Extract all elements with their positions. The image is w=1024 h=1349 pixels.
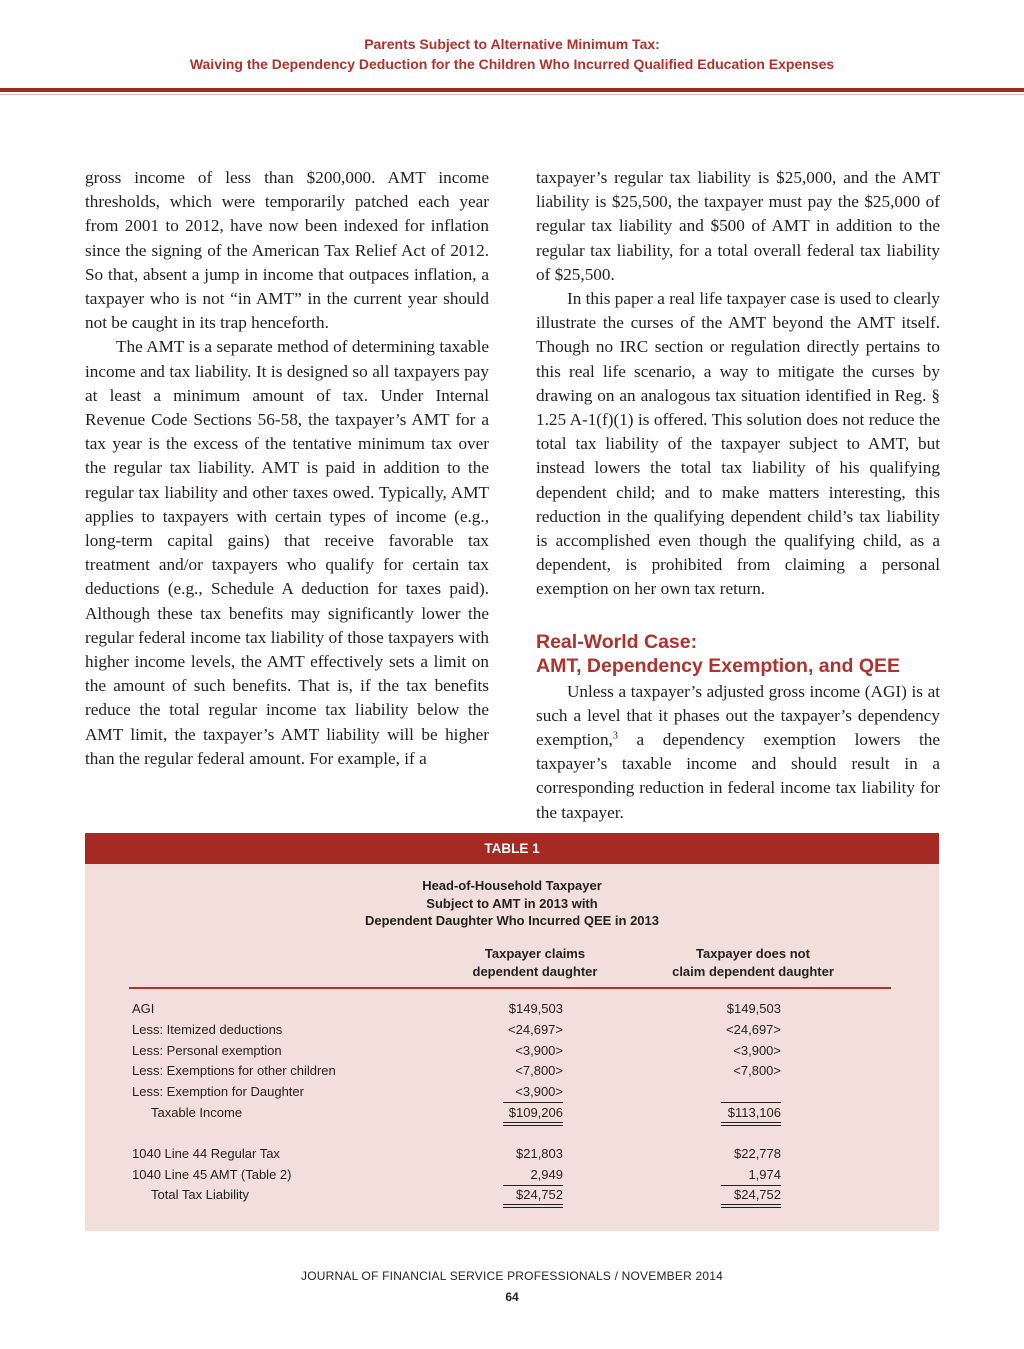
row-label: AGI (132, 1001, 155, 1016)
row-label: Less: Itemized deductions (132, 1022, 283, 1037)
table-title-line-1: Head-of-Household Taxpayer (422, 878, 602, 893)
table-row (85, 1061, 939, 1081)
column-header-line: Taxpayer does not (696, 946, 810, 961)
body-paragraph: taxpayer’s regular tax liability is $25,000, and the AMT liability is $25,500, the taxpayer must pay the $25,000 of regular tax liability and $500 of AMT in addition to the regular tax liability, for a total overall federal tax liability of $25,500. (536, 168, 940, 284)
row-label: 1040 Line 44 Regular Tax (132, 1146, 280, 1161)
table-row (85, 999, 939, 1019)
footnote-reference[interactable]: 3 (612, 730, 618, 742)
body-paragraph (536, 680, 940, 825)
table-1 (85, 833, 939, 1231)
table-row (85, 1020, 939, 1040)
row-label: Less: Personal exemption (132, 1043, 282, 1058)
section-heading (536, 630, 940, 678)
value-claims: <3,900> (515, 1084, 563, 1099)
table-row (85, 1165, 939, 1185)
column-header-line: dependent daughter (472, 963, 598, 979)
value-no-claim: 1,974 (748, 1167, 781, 1182)
header-rule (0, 88, 1024, 92)
table-title-line-3: Dependent Daughter Who Incurred QEE in 2013 (365, 913, 659, 928)
running-header-line-2: Waiving the Dependency Deduction for the Children Who Incurred Qualified Education Expenses (189, 56, 835, 72)
page-number: 64 (505, 1290, 519, 1304)
journal-footer: JOURNAL OF FINANCIAL SERVICE PROFESSIONALS / NOVEMBER 2014 (301, 1269, 723, 1283)
value-claims: $24,752 (516, 1187, 563, 1202)
section-heading-line-1: Real-World Case: (536, 630, 698, 653)
value-claims: <24,697> (508, 1022, 563, 1037)
total-double-rule (503, 1122, 563, 1126)
body-paragraph: In this paper a real life taxpayer case is used to clearly illustrate the curses of the AMT beyond the AMT itself. Though no IRC section or regulation directly pertains to this real life scenario, a way to mitigate the curses by drawing on an analogous tax situation identified in Reg. § 1.25 A-1(f)(1) is offered. This solution does not reduce the total tax liability of the taxpayer subject to AMT, but instead lowers the total tax liability of his qualifying dependent child; and to make matters interesting, this reduction in the qualifying dependent child’s tax liability is accomplished even though the qualifying child, as a dependent, is prohibited from claiming a personal exemption on her own tax return. (536, 289, 940, 599)
column-header-line: Taxpayer claims (484, 946, 586, 961)
body-paragraph: gross income of less than $200,000. AMT income thresholds, which were temporarily patched each year from 2001 to 2012, have now been indexed for inflation since the signing of the American Tax Relief Act of 2012. So that, absent a jump in income that outpaces inflation, a taxpayer who is not “in AMT” in the current year should not be caught in its trap henceforth. (85, 168, 489, 333)
value-no-claim: <3,900> (733, 1043, 781, 1058)
value-no-claim: <7,800> (733, 1063, 781, 1078)
total-double-rule (721, 1204, 781, 1208)
value-no-claim: $113,106 (727, 1105, 781, 1120)
table-title-line-2: Subject to AMT in 2013 with (426, 895, 598, 911)
body-paragraph: The AMT is a separate method of determining taxable income and tax liability. It is designed so all taxpayers pay at least a minimum amount of tax. Under Internal Revenue Code Sections 56-58, the taxpayer’s AMT for a tax year is the excess of the tentative minimum tax over the regular tax liability. AMT is paid in addition to the regular tax liability and other taxes owed. Typically, AMT applies to taxpayers with certain types of income (e.g., long-term capital gains) that receive favorable tax treatment and/or taxpayers who qualify for certain tax deductions (e.g., Schedule A deduction for taxes paid). Although these tax benefits may significantly lower the regular federal income tax liability of those taxpayers with higher income levels, the AMT effectively sets a limit on the amount of such benefits. That is, if the tax benefits reduce the total regular income tax liability below the AMT limit, the taxpayer’s AMT liability will be higher than the regular federal amount. For example, if a (85, 337, 489, 768)
running-header (0, 34, 1024, 74)
paragraph-text: Unless a taxpayer’s adjusted gross income (AGI) is at such a level that it phases out the taxpayer’s dependency exemption, (536, 681, 940, 750)
value-no-claim: $24,752 (734, 1187, 781, 1202)
paragraph-text: a dependency exemption lowers the taxpayer’s taxable income and should result in a corresponding reduction in federal income tax liability for the taxpayer. (536, 730, 940, 822)
value-no-claim: $149,503 (726, 1001, 781, 1016)
table-row (85, 1082, 939, 1102)
value-claims: 2,949 (530, 1167, 563, 1182)
column-header-claims (425, 945, 645, 980)
table-row-total (85, 1103, 939, 1123)
row-label: Less: Exemptions for other children (132, 1063, 336, 1078)
total-double-rule (503, 1204, 563, 1208)
value-claims: $21,803 (516, 1146, 563, 1161)
section-heading-line-2: AMT, Dependency Exemption, and QEE (536, 654, 901, 677)
header-rule-thin (0, 94, 1024, 95)
value-claims: <7,800> (515, 1063, 563, 1078)
column-header-line: claim dependent daughter (672, 963, 834, 979)
row-label: Less: Exemption for Daughter (132, 1084, 304, 1099)
value-claims: $149,503 (508, 1001, 563, 1016)
right-column (536, 166, 940, 825)
table-row (85, 1144, 939, 1164)
left-column (85, 166, 489, 771)
total-double-rule (721, 1122, 781, 1126)
table-title (85, 877, 939, 930)
value-no-claim: <24,697> (726, 1022, 781, 1037)
row-label: 1040 Line 45 AMT (Table 2) (132, 1167, 292, 1182)
value-claims: <3,900> (515, 1043, 563, 1058)
column-header-does-not-claim (643, 945, 863, 980)
row-label: Total Tax Liability (151, 1187, 250, 1202)
table-row (85, 1041, 939, 1061)
table-row-total (85, 1185, 939, 1205)
table-label: TABLE 1 (85, 833, 939, 864)
running-header-line-1: Parents Subject to Alternative Minimum Tax: (364, 36, 660, 52)
value-claims: $109,206 (508, 1105, 563, 1120)
table-header-rule (129, 987, 891, 989)
row-label: Taxable Income (151, 1105, 243, 1120)
value-no-claim: $22,778 (734, 1146, 781, 1161)
